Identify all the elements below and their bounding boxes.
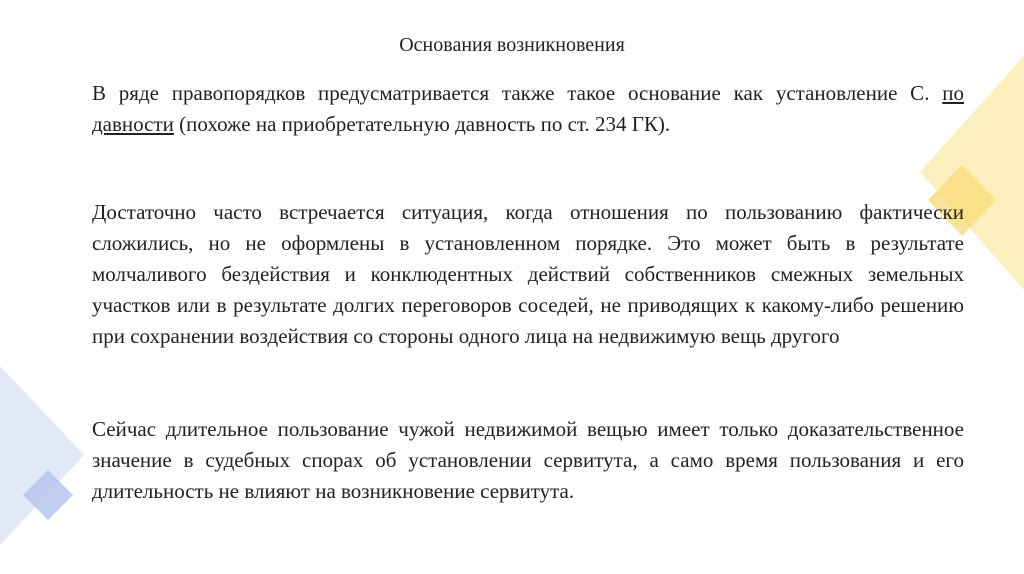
paragraph-1-text-start: В ряде правопорядков предусматривается также такое основание как установление С. bbox=[92, 81, 943, 105]
paragraph-2: Достаточно часто встречается ситуация, когда отношения по пользованию фактически сложились, но не оформлены в установленном порядке. Это может быть в результате молчаливого бездействия и конклюдентных действий собственников смежных земельных участков или в результате долгих переговоров соседей, не приводящих к какому-либо решению при сохранении воздействия со стороны одного лица на недвижимую вещь другого bbox=[92, 200, 964, 348]
underlined-term: по давности bbox=[92, 81, 964, 136]
paragraph-3: Сейчас длительное пользование чужой недвижимой вещью имеет только доказательственное значение в судебных спорах об установлении сервитута, а само время пользования и его длительность не влияют на возникновение сервитута. bbox=[92, 417, 964, 503]
blue-triangle-shape bbox=[0, 366, 84, 545]
paragraph-1 bbox=[92, 78, 964, 140]
paragraph-1-text-end: (похоже на приобретательную давность по ст. 234 ГК). bbox=[173, 112, 671, 136]
slide-title: Основания возникновения bbox=[399, 34, 625, 56]
